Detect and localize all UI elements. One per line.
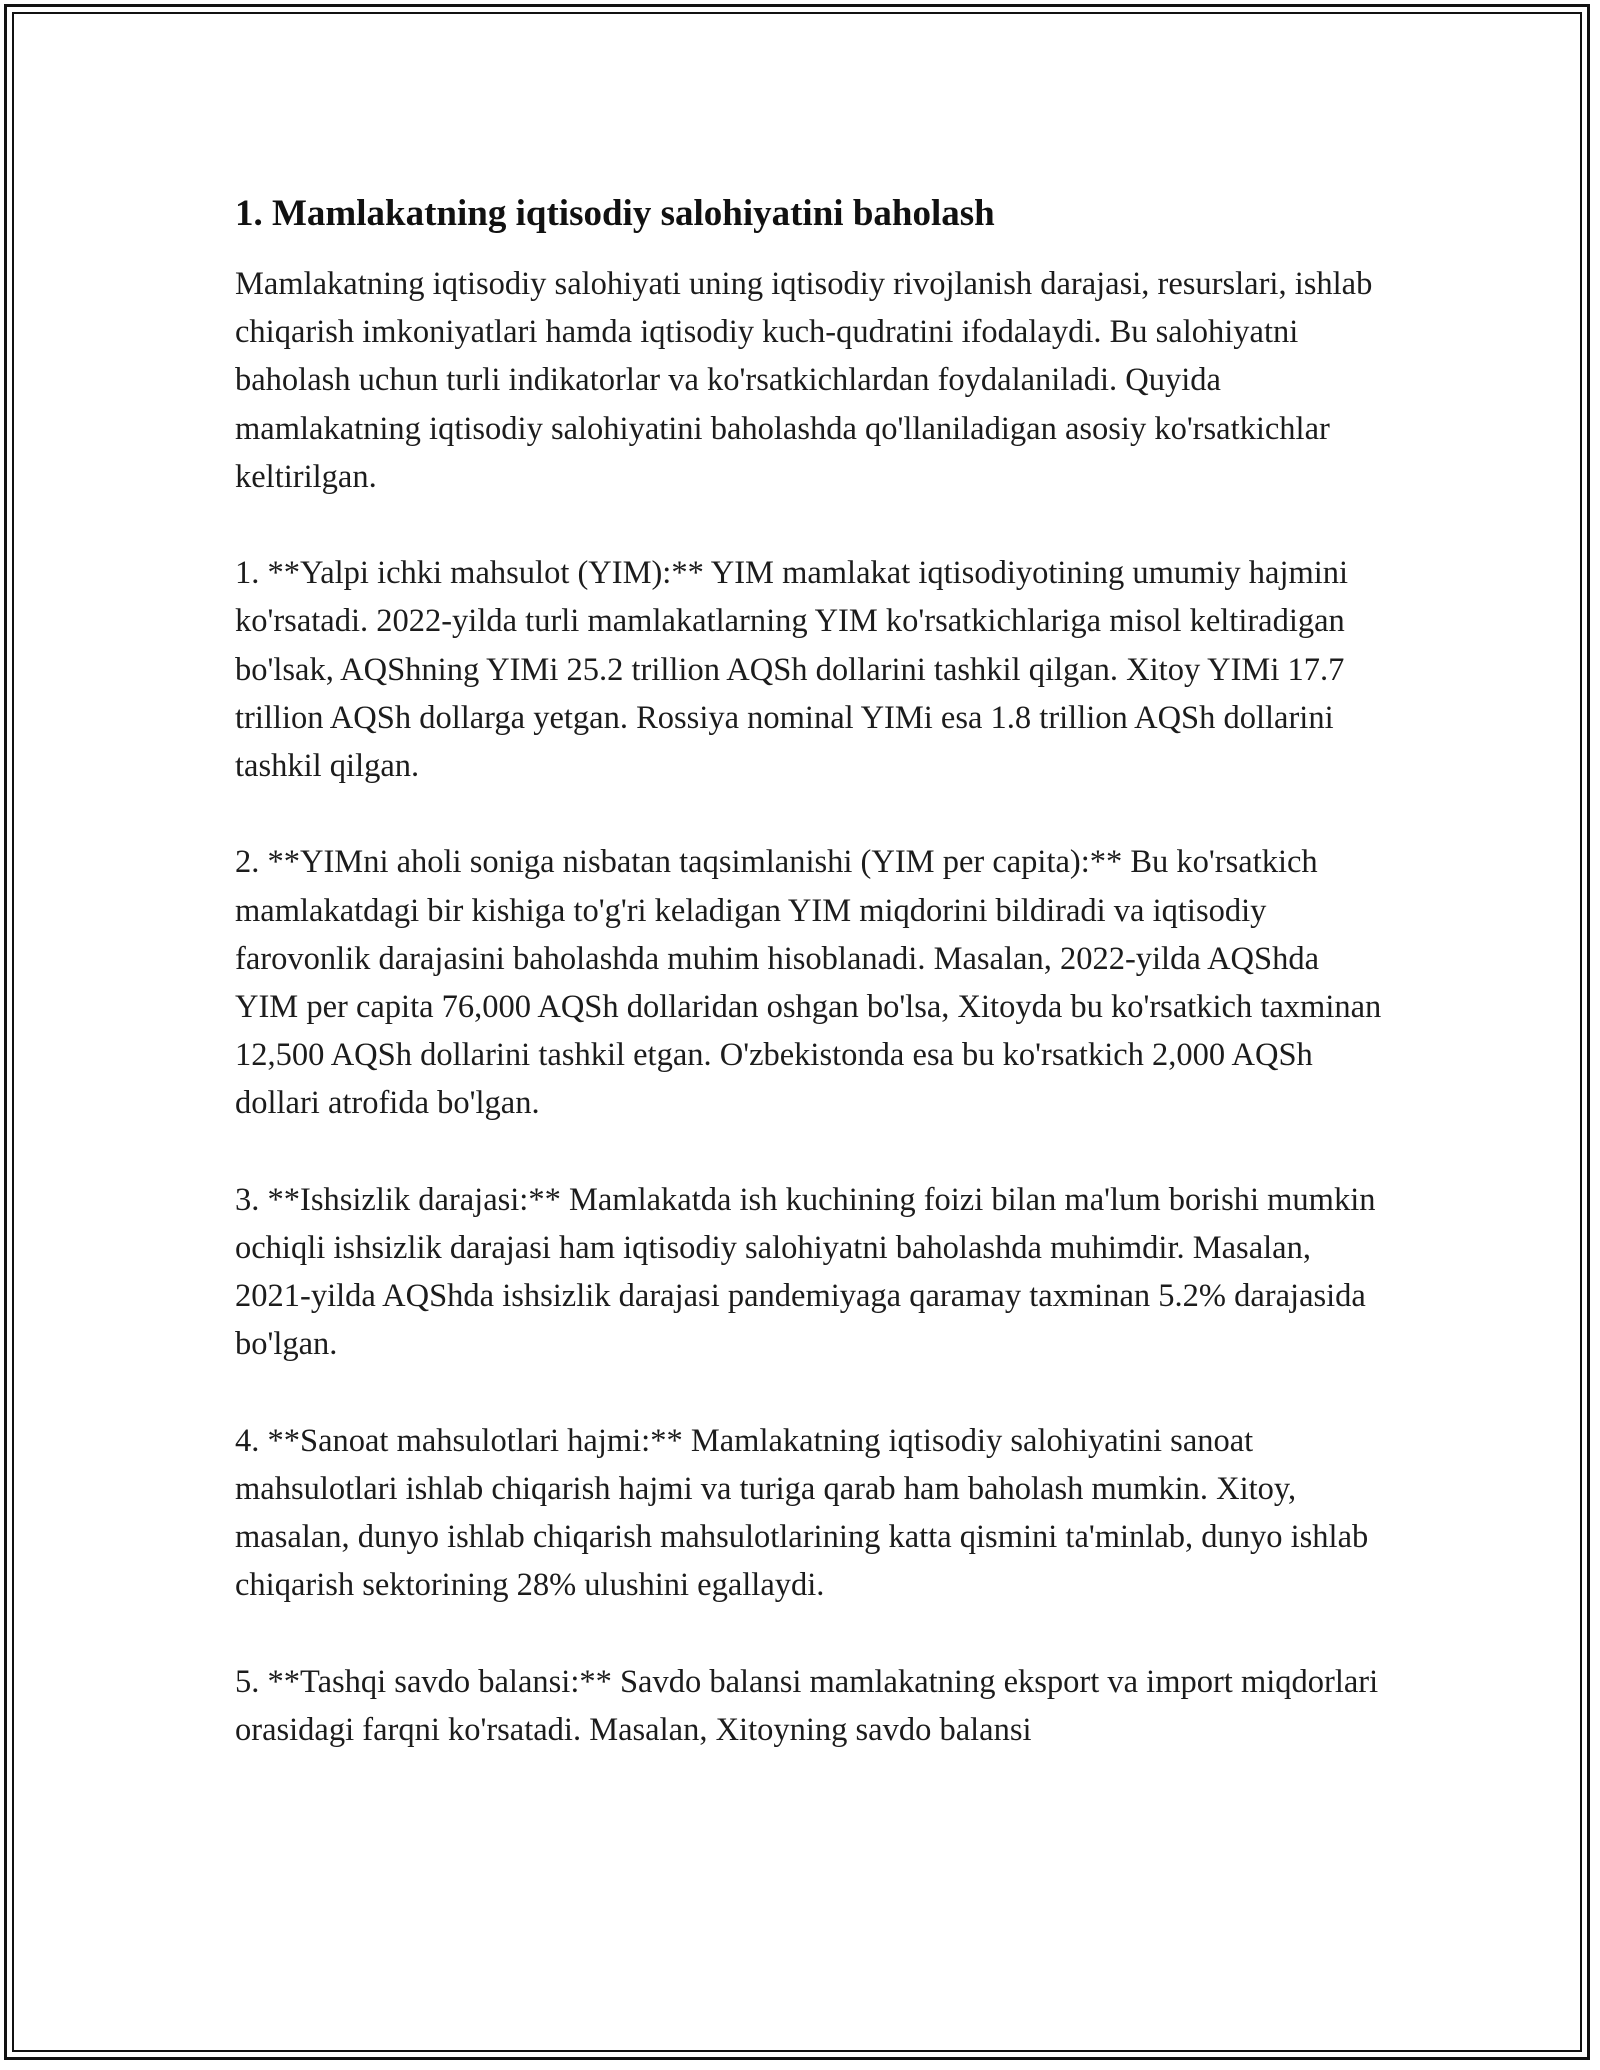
paragraph-trade-balance: 5. **Tashqi savdo balansi:** Savdo balansi mamlakatning eksport va import miqdorlari orasidagi farqni ko'rsatadi. Masalan, Xitoyning savdo balansi <box>235 1663 1379 1749</box>
section-heading: 1. Mamlakatning iqtisodiy salohiyatini baholash <box>235 193 995 234</box>
document-body <box>235 190 1385 1802</box>
paragraph-unemployment: 3. **Ishsizlik darajasi:** Mamlakatda ish kuchining foizi bilan ma'lum borishi mumkin ochiqli ishsizlik darajasi ham iqtisodiy salohiyatni baholashda muhimdir. Masalan, 2021-yilda AQShda ishsizlik darajasi pandemiyaga qaramay taxminan 5.2% darajasida bo'lgan. <box>235 1181 1376 1363</box>
paragraph-gdp: 1. **Yalpi ichki mahsulot (YIM):** YIM mamlakat iqtisodiyotining umumiy hajmini ko'rsatadi. 2022-yilda turli mamlakatlarning YIM ko'rsatkichlariga misol keltiradigan bo'lsak, AQShning YIMi 25.2 trillion AQSh dollarini tashkil qilgan. Xitoy YIMi 17.7 trillion AQSh dollarga yetgan. Rossiya nominal YIMi esa 1.8 trillion AQSh dollarini tashkil qilgan. <box>235 555 1349 785</box>
paragraph-gdp-per-capita: 2. **YIMni aholi soniga nisbatan taqsimlanishi (YIM per capita):** Bu ko'rsatkich mamlakatdagi bir kishiga to'g'ri keladigan YIM miqdorini bildiradi va iqtisodiy farovonlik darajasini baholashda muhim hisoblanadi. Masalan, 2022-yilda AQShda YIM per capita 76,000 AQSh dollaridan oshgan bo'lsa, Xitoyda bu ko'rsatkich taxminan 12,500 AQSh dollarini tashkil etgan. O'zbekistonda esa bu ko'rsatkich 2,000 AQSh dollari atrofida bo'lgan. <box>235 844 1382 1122</box>
intro-paragraph: Mamlakatning iqtisodiy salohiyati uning iqtisodiy rivojlanish darajasi, resurslari, ishlab chiqarish imkoniyatlari hamda iqtisodiy kuch-qudratini ifodalaydi. Bu salohiyatni baholash uchun turli indikatorlar va ko'rsatkichlardan foydalaniladi. Quyida mamlakatning iqtisodiy salohiyatini baholashda qo'llaniladigan asosiy ko'rsatkichlar keltirilgan. <box>235 266 1373 495</box>
paragraph-industrial-output: 4. **Sanoat mahsulotlari hajmi:** Mamlakatning iqtisodiy salohiyatini sanoat mahsulotlari ishlab chiqarish hajmi va turiga qarab ham baholash mumkin. Xitoy, masalan, dunyo ishlab chiqarish mahsulotlarining katta qismini ta'minlab, dunyo ishlab chiqarish sektorining 28% ulushini egallaydi. <box>235 1422 1369 1604</box>
